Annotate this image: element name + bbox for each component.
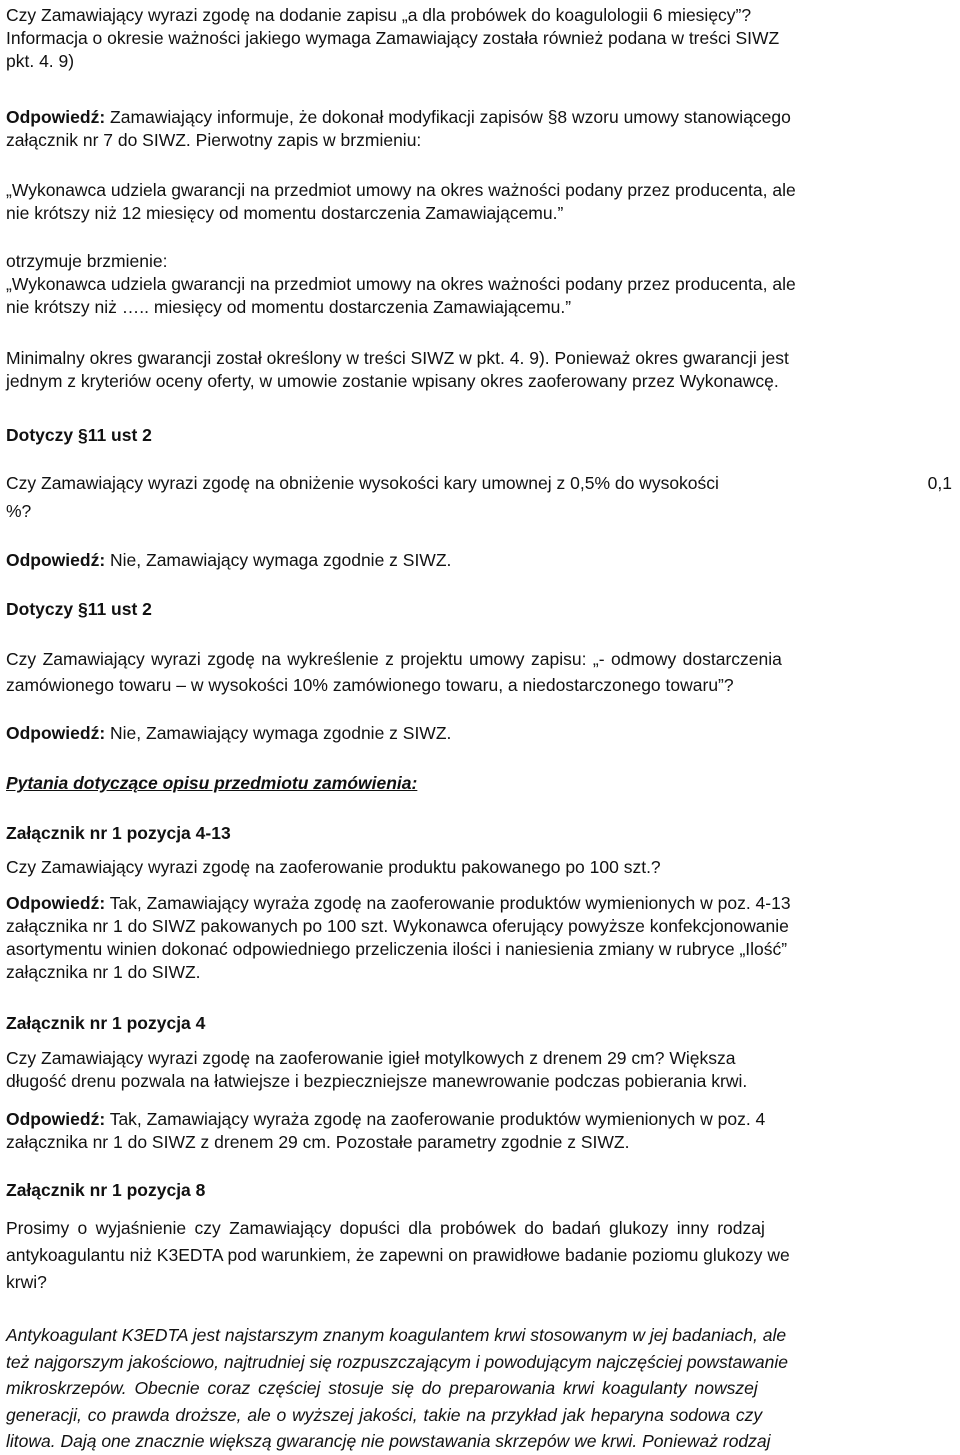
text-line: załącznik nr 7 do SIWZ. Pierwotny zapis w brzmieniu: [6, 130, 422, 150]
text-line: załącznika nr 1 do SIWZ pakowanych po 100 szt. Wykonawca oferujący powyższe konfekcjonowanie [6, 916, 789, 936]
answer-text: Nie, Zamawiający wymaga zgodnie z SIWZ. [105, 723, 452, 743]
answer-2 [6, 549, 451, 572]
question-kara-line [6, 472, 956, 495]
text-line: Czy Zamawiający wyrazi zgodę na zaoferowanie igieł motylkowych z drenem 29 cm? Większa [6, 1048, 736, 1068]
answer-text: Tak, Zamawiający wyraża zgodę na zaoferowanie produktów wymienionych w poz. 4-13 [105, 893, 791, 913]
question-igly [6, 1047, 956, 1093]
text-line: asortymentu winien dokonać odpowiedniego przeliczenia ilości i naniesienia zmiany w rubryce „Ilość” [6, 939, 788, 959]
text-line: „Wykonawca udziela gwarancji na przedmiot umowy na okres ważności podany przez producenta, ale [6, 274, 796, 294]
text-line: nie krótszy niż 12 miesięcy od momentu dostarczenia Zamawiającemu.” [6, 203, 564, 223]
text-line: Informacja o okresie ważności jakiego wymaga Zamawiający została również podana w treści SIWZ [6, 28, 780, 48]
new-clause [6, 250, 956, 319]
answer-5 [6, 1108, 956, 1154]
text-line: generacji, co prawda droższe, ale o wyższej jakości, takie na przykład jak heparyna sodowa czy [6, 1404, 763, 1425]
text-line: załącznika nr 1 do SIWZ. [6, 962, 201, 982]
text-line: pkt. 4. 9) [6, 51, 75, 71]
answer-label: Odpowiedź: [6, 893, 106, 913]
question-koagulologia [6, 4, 956, 73]
minimal-warranty-note [6, 347, 956, 393]
attachment-heading: Załącznik nr 1 pozycja 4-13 [6, 823, 231, 843]
text-line: litowa. Dają one znacznie większą gwarancję nie powstawania skrzepów we krwi. Ponieważ rodzaj [6, 1431, 771, 1451]
answer-label: Odpowiedź: [6, 550, 106, 570]
answer-text: Tak, Zamawiający wyraża zgodę na zaoferowanie produktów wymienionych w poz. 4 [105, 1109, 766, 1129]
percent-value: 0,1 [927, 473, 952, 493]
answer-4 [6, 892, 956, 984]
text-line: Czy Zamawiający wyrazi zgodę na dodanie zapisu „a dla probówek do koagulologii 6 miesięcy”? [6, 5, 752, 25]
answer-text: Zamawiający informuje, że dokonał modyfikacji zapisów §8 wzoru umowy stanowiącego [105, 107, 791, 127]
original-clause [6, 179, 956, 225]
text-line: Czy Zamawiający wyrazi zgodę na wykreślenie z projektu umowy zapisu: „- odmowy dostarczenia [6, 649, 782, 669]
attachment-heading: Załącznik nr 1 pozycja 8 [6, 1180, 206, 1200]
questions-heading: Pytania dotyczące opisu przedmiotu zamówienia: [6, 773, 418, 793]
text-line: załącznika nr 1 do SIWZ z drenem 29 cm. Pozostałe parametry zgodnie z SIWZ. [6, 1132, 630, 1152]
question-text: Czy Zamawiający wyrazi zgodę na obniżenie wysokości kary umownej z 0,5% do wysokości [6, 473, 719, 493]
text-line: Czy Zamawiający wyrazi zgodę na zaoferowanie produktu pakowanego po 100 szt.? [6, 857, 661, 877]
text-line: zamówionego towaru – w wysokości 10% zamówionego towaru, a niedostarczonego towaru”? [6, 675, 734, 695]
text-line: jednym z kryteriów oceny oferty, w umowie zostanie wpisany okres zaoferowany przez Wykonawcę. [6, 371, 779, 391]
text-line: mikroskrzepów. Obecnie coraz częściej stosuje się do preparowania krwi koagulanty nowszej [6, 1378, 758, 1398]
answer-label: Odpowiedź: [6, 723, 106, 743]
answer-1 [6, 106, 956, 152]
text-line: Prosimy o wyjaśnienie czy Zamawiający dopuści dla probówek do badań glukozy inny rodzaj [6, 1218, 765, 1238]
text-line: długość drenu pozwala na łatwiejsze i bezpieczniejsze manewrowanie podczas pobierania krwi. [6, 1071, 748, 1091]
text-line: Antykoagulant K3EDTA jest najstarszym znanym koagulantem krwi stosowanym w jej badaniach, ale [6, 1325, 787, 1345]
answer-label: Odpowiedź: [6, 1109, 106, 1129]
text-line: „Wykonawca udziela gwarancji na przedmiot umowy na okres ważności podany przez producenta, ale [6, 180, 796, 200]
section-heading: Dotyczy §11 ust 2 [6, 599, 152, 619]
answer-text: Nie, Zamawiający wymaga zgodnie z SIWZ. [105, 550, 452, 570]
text-line: też najgorszym jakościowo, najtrudniej się rozpuszczającym i powodującym najczęściej powstawanie [6, 1351, 789, 1372]
text-line: Minimalny okres gwarancji został określony w treści SIWZ w pkt. 4. 9). Ponieważ okres gwarancji jest [6, 348, 789, 368]
text-line: antykoagulantu niż K3EDTA pod warunkiem, że zapewni on prawidłowe badanie poziomu glukozy we [6, 1245, 790, 1265]
question-glukoza [6, 1215, 956, 1296]
section-heading: Dotyczy §11 ust 2 [6, 425, 152, 445]
text-line: %? [6, 501, 32, 521]
attachment-heading: Załącznik nr 1 pozycja 4 [6, 1013, 206, 1033]
answer-3 [6, 722, 451, 745]
answer-label: Odpowiedź: [6, 107, 106, 127]
text-line: krwi? [6, 1272, 47, 1292]
text-line: otrzymuje brzmienie: [6, 251, 168, 271]
justification-italic [6, 1322, 956, 1455]
text-line: nie krótszy niż ….. miesięcy od momentu dostarczenia Zamawiającemu.” [6, 297, 572, 317]
